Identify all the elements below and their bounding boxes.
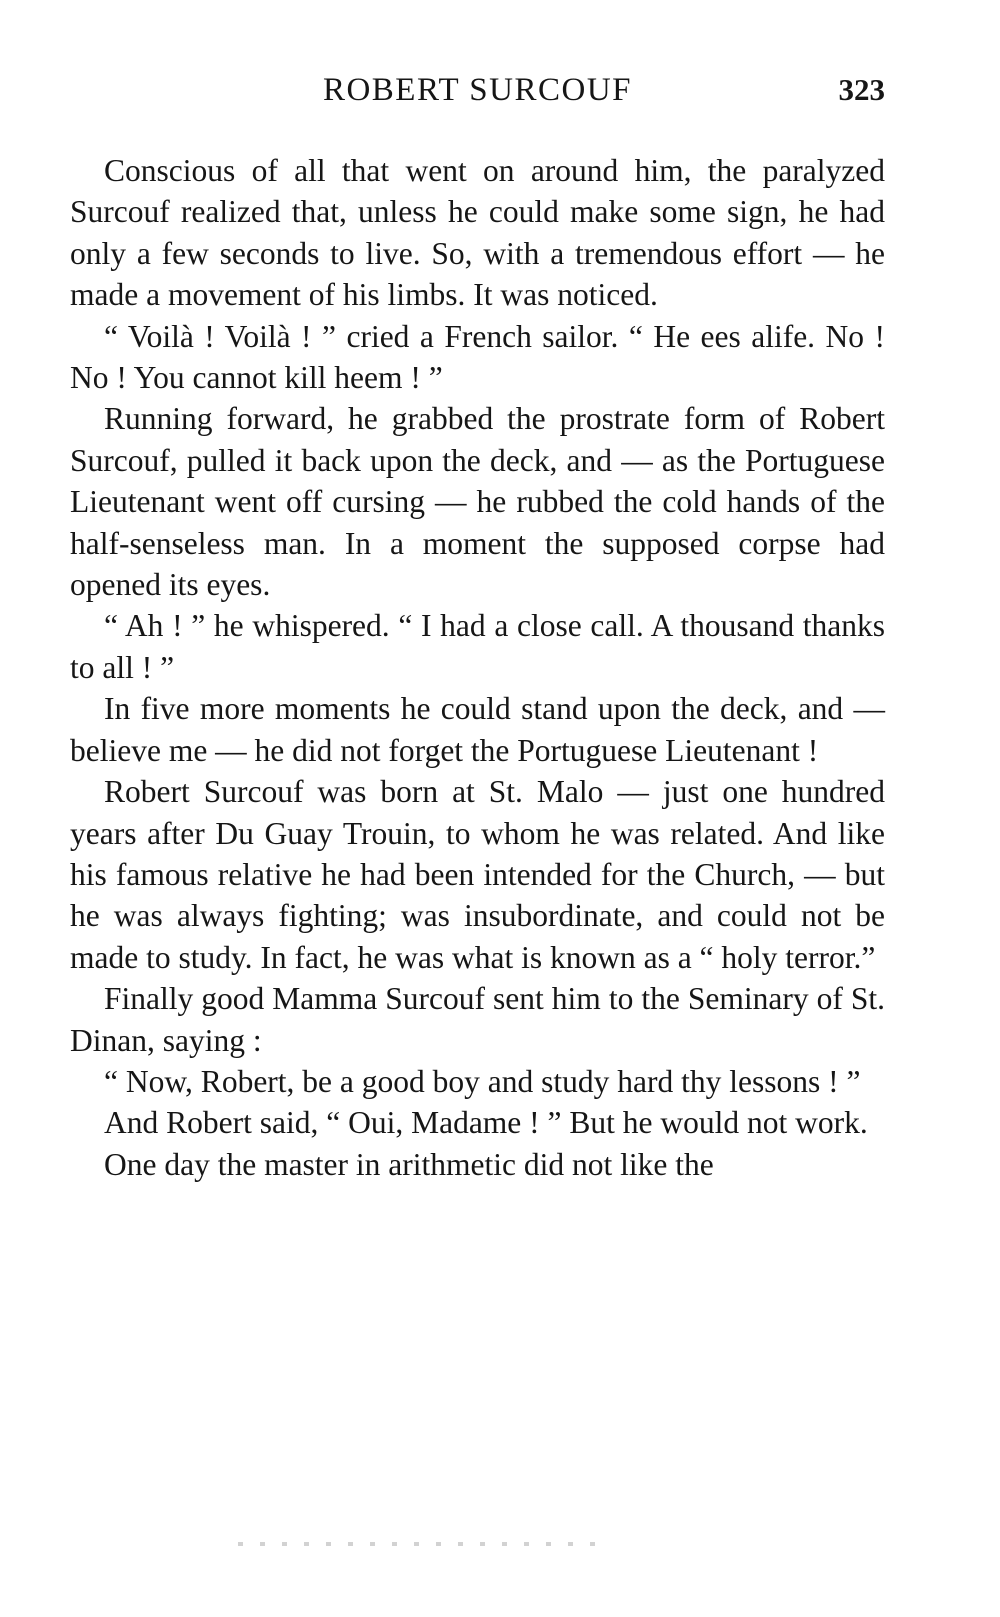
running-head: [70, 68, 885, 112]
paragraph: Running forward, he grabbed the prostrate form of Robert Surcouf, pulled it back upon the deck, and — as the Portuguese Lieutenant went off cursing — he rubbed the cold hands of the half-senseless man. In a moment the supposed corpse had opened its eyes.: [70, 401, 885, 603]
faint-bleed-through-marks: [238, 1542, 598, 1546]
paragraph: One day the master in arithmetic did not like the: [104, 1146, 714, 1182]
paragraph: And Robert said, “ Oui, Madame ! ” But he would not work.: [104, 1105, 868, 1141]
body-text: [70, 150, 885, 1185]
paragraph: “ Now, Robert, be a good boy and study hard thy lessons ! ”: [104, 1063, 861, 1099]
page-number: 323: [838, 72, 885, 107]
paragraph: “ Voilà ! Voilà ! ” cried a French sailor. “ He ees alife. No ! No ! You cannot kill heem ! ”: [70, 318, 885, 396]
paragraph: “ Ah ! ” he whispered. “ I had a close call. A thousand thanks to all ! ”: [70, 608, 885, 685]
paragraph: Robert Surcouf was born at St. Malo — just one hundred years after Du Guay Trouin, to whom he was related. And like his famous relative he had been intended for the Church, — but he was always fighting; was insubordinate, and could not be made to study. In fact, he was what is known as a “ holy terror.”: [70, 774, 885, 975]
paragraph: In five more moments he could stand upon the deck, and — believe me — he did not forget the Portuguese Lieutenant !: [70, 691, 885, 768]
paragraph: Finally good Mamma Surcouf sent him to the Seminary of St. Dinan, saying :: [70, 981, 885, 1058]
running-title: ROBERT SURCOUF: [322, 72, 633, 108]
paragraph: Conscious of all that went on around him, the paralyzed Surcouf realized that, unless he could make some sign, he had only a few seconds to live. So, with a tremendous effort — he made a movement of his limbs. It was noticed.: [70, 153, 885, 313]
